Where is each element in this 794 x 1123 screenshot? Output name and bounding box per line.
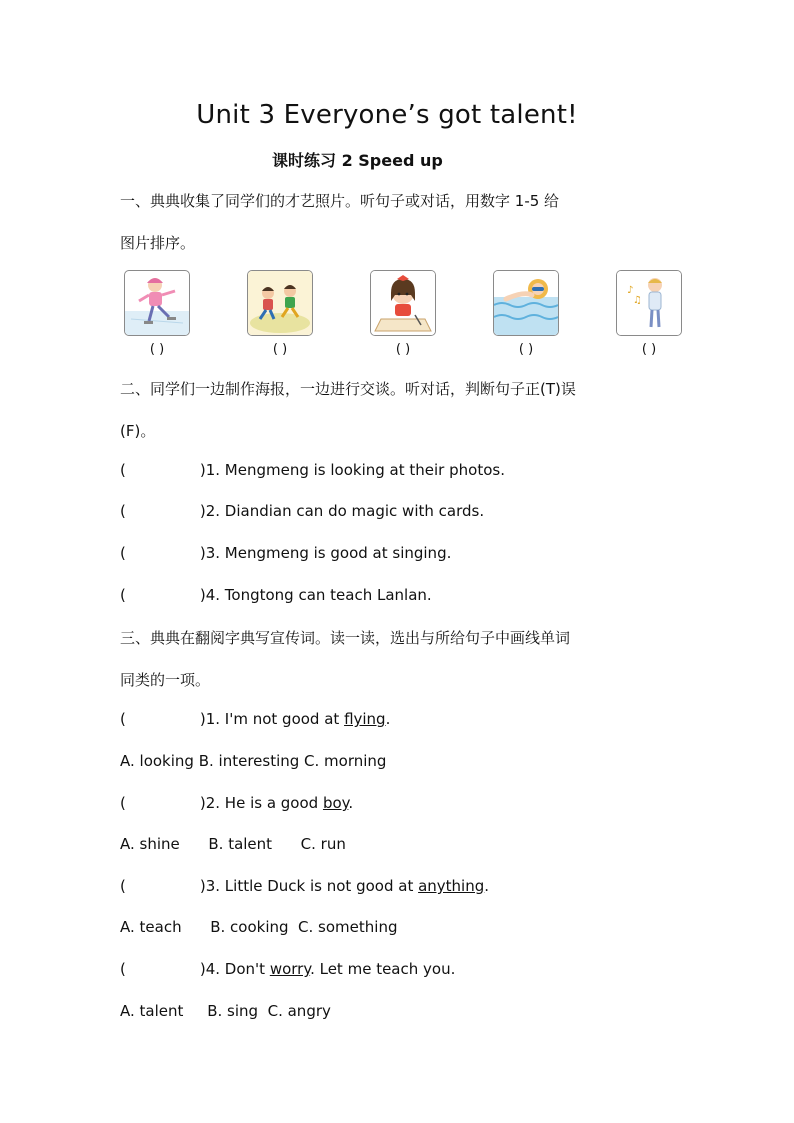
section2-instruction-line1: 二、同学们一边制作海报，一边进行交谈。听对话，判断句子正(T)误 (120, 380, 576, 398)
tf-item-4: ( )4. Tongtong can teach Lanlan. (120, 586, 432, 604)
underlined-word: flying (344, 710, 386, 728)
underlined-word: anything (418, 877, 485, 895)
girl-writing-icon (370, 270, 436, 336)
section3-instruction-line1: 三、典典在翻阅字典写宣传词。读一读，选出与所给句子中画线单词 (120, 629, 571, 647)
section1-instruction-line2: 图片排序。 (120, 234, 196, 252)
question-2-options: A. shine B. talent C. run (120, 835, 346, 853)
tf-item-1: ( )1. Mengmeng is looking at their photos. (120, 461, 505, 479)
answer-paren-3: ( ) (395, 342, 411, 357)
svg-text:♫: ♫ (633, 295, 642, 306)
section3-instruction-line2: 同类的一项。 (120, 671, 211, 689)
tf-item-3: ( )3. Mengmeng is good at singing. (120, 544, 452, 562)
question-3: ( )3. Little Duck is not good at anything. (120, 877, 490, 895)
page-title: Unit 3 Everyone’s got talent! (196, 100, 578, 130)
underlined-word: boy (322, 794, 349, 812)
two-boys-running-icon (247, 270, 313, 336)
svg-text:♪: ♪ (627, 285, 634, 296)
underlined-word: worry (269, 960, 311, 978)
section2-instruction-line2: (F)。 (120, 422, 156, 440)
question-4: ( )4. Don't worry. Let me teach you. (120, 960, 456, 978)
answer-paren-1: ( ) (149, 342, 165, 357)
answer-paren-4: ( ) (518, 342, 534, 357)
tf-item-2: ( )2. Diandian can do magic with cards. (120, 502, 485, 520)
question-3-options: A. teach B. cooking C. something (120, 918, 398, 936)
question-4-options: A. talent B. sing C. angry (120, 1002, 331, 1020)
lesson-subtitle: 课时练习 2 Speed up (272, 151, 443, 170)
ice-skating-girl-icon (124, 270, 190, 336)
question-1: ( )1. I'm not good at flying. (120, 710, 391, 728)
section1-instruction-line1: 一、典典收集了同学们的才艺照片。听句子或对话，用数字 1-5 给 (120, 192, 560, 210)
picture-row (120, 270, 690, 365)
answer-paren-2: ( ) (272, 342, 288, 357)
swimmer-icon (493, 270, 559, 336)
boy-singing-icon (616, 270, 682, 336)
answer-paren-5: ( ) (641, 342, 657, 357)
question-2: ( )2. He is a good boy. (120, 794, 354, 812)
question-1-options: A. looking B. interesting C. morning (120, 752, 387, 770)
